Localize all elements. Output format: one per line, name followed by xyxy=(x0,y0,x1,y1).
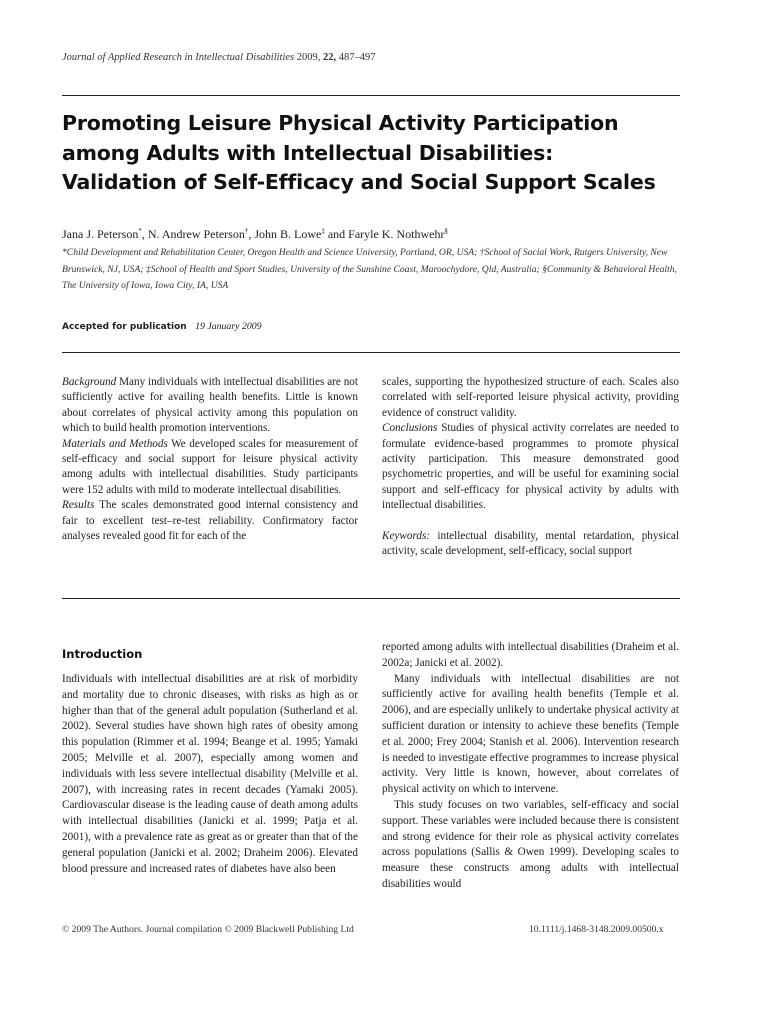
body-right-column xyxy=(382,640,679,893)
abstract-conclusions: Conclusions Studies of physical activity correlates are needed to formulate evidence-based programmes to promote physical activity participation. This measure demonstrated good psychometric properties, and will be useful for examining social support and self-efficacy for physical activity by adults with intellectual disabilities. xyxy=(382,422,679,512)
journal-name: Journal of Applied Research in Intellectual Disabilities xyxy=(62,52,295,63)
header-rule xyxy=(62,95,680,96)
abstract-background: Background Many individuals with intellectual disabilities are not sufficiently active for availing health benefits. Little is known about correlates of physical activity among this population on which to build health promotion interventions. xyxy=(62,376,358,435)
abstract-left-column xyxy=(62,375,358,544)
abstract-methods: Materials and Methods We developed scales for measurement of self-efficacy and social support for leisure physical activity among adults with intellectual disabilities. Study participants were 152 adults with mild to moderate intellectual disabilities. xyxy=(62,437,358,496)
author: Faryle K. Nothwehr§ xyxy=(348,227,448,241)
body-paragraph: Individuals with intellectual disabilities are at risk of morbidity and mortality due to chronic diseases, with risks as high as or higher than that of the general adult population (Sutherland et al. 2002). Several studies have shown high rates of obesity among this population (Rimmer et al. 1994; Beange et al. 1995; Yamaki 2005; Melville et al. 2007), especially among women and individuals with less severe intellectual disability (Melville et al. 2007), with increasing rates in recent decades (Yamaki 2005). Cardiovascular disease is the leading cause of death among adults with intellectual disabilities (Janicki et al. 1999; Patja et al. 2001), with a prevalence rate as great as or greater than that of the general population (Janicki et al. 2002; Draheim 2006). Elevated blood pressure and increased rates of diabetes have also been xyxy=(62,673,358,875)
abstract-keywords: Keywords: intellectual disability, mental retardation, physical activity, scale development, self-efficacy, social support xyxy=(382,529,679,558)
author: N. Andrew Peterson†, xyxy=(147,227,255,241)
author-list xyxy=(62,227,682,242)
accepted-date: 19 January 2009 xyxy=(195,321,262,332)
journal-year: 2009, xyxy=(296,52,321,63)
copyright-notice: © 2009 The Authors. Journal compilation © 2009 Blackwell Publishing Ltd xyxy=(62,924,354,935)
author-affiliations: *Child Development and Rehabilitation Center, Oregon Health and Science University, Portland, OR, USA; †School of Social Work, Rutgers University, New Brunswick, NJ, USA; ‡School of Health and Sport Studies, University of the Sunshine Coast, Maroochydore, Qld, Australia; §Community & Behavioral Health, The University of Iowa, Iowa City, IA, USA xyxy=(62,247,677,291)
author: Jana J. Peterson*, xyxy=(62,227,148,241)
body-paragraph: This study focuses on two variables, self-efficacy and social support. These variables were included because there is consistent and strong evidence for their role as physical activity correlates across populations (Sallis & Owen 1999). Developing scales to measure these constructs among adults with intellectual disabilities would xyxy=(382,798,679,890)
body-paragraph: Many individuals with intellectual disabilities are not sufficiently active for availing health benefits (Temple et al. 2006), and are especially unlikely to undertake physical activity at sufficient duration or intensity to achieve these benefits (Temple et al. 2000; Frey 2004; Stanish et al. 2006). Intervention research is needed to investigate effective programmes to increase physical activity. Very little is known, however, about correlates of physical activity on which to intervene. xyxy=(382,672,679,796)
article-title: Promoting Leisure Physical Activity Participation among Adults with Intellectual Disabilities: Validation of Self-Efficacy and Social Support Scales xyxy=(62,111,656,194)
author: John B. Lowe‡ and xyxy=(254,227,349,241)
journal-volume: 22, xyxy=(323,52,337,63)
abstract-bottom-rule xyxy=(62,598,680,599)
journal-citation xyxy=(62,52,376,63)
accepted-label: Accepted for publication xyxy=(62,322,187,332)
journal-pages: 487–497 xyxy=(338,52,376,63)
accepted-line xyxy=(62,321,262,332)
section-heading-introduction: Introduction xyxy=(62,647,143,661)
body-paragraph-continued: reported among adults with intellectual disabilities (Draheim et al. 2002a; Janicki et al. 2002). xyxy=(382,641,679,669)
doi-identifier: 10.1111/j.1468-3148.2009.00500.x xyxy=(529,924,664,935)
body-left-column xyxy=(62,672,358,877)
abstract-results: Results The scales demonstrated good internal consistency and fair to excellent test–re-test reliability. Confirmatory factor analyses revealed good fit for each of the xyxy=(62,499,358,543)
abstract-top-rule xyxy=(62,352,680,353)
abstract-right-column xyxy=(382,375,679,559)
abstract-results-continued: scales, supporting the hypothesized structure of each. Scales also correlated with self-reported leisure physical activity, providing evidence of construct validity. xyxy=(382,376,679,419)
